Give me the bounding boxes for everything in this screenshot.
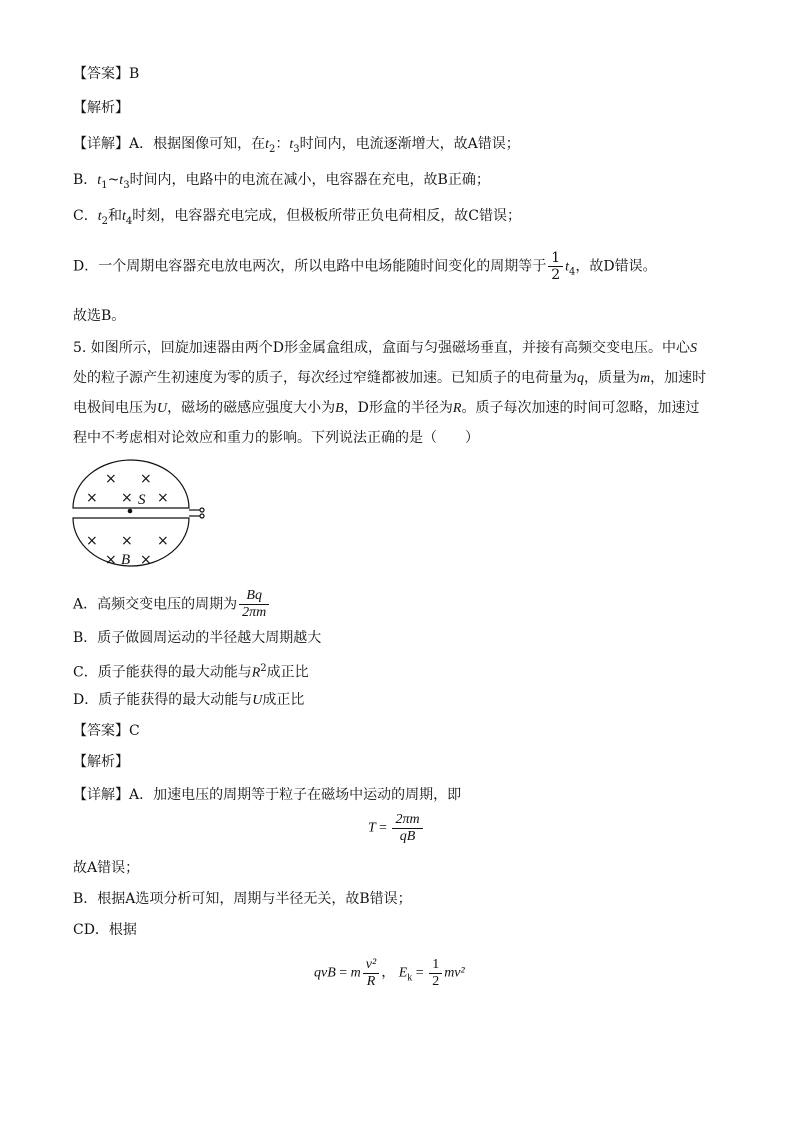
label-s: S [138,492,146,508]
label-b: B [121,552,131,568]
field-cross: × [140,552,152,568]
field-cross: × [140,471,152,487]
detail-d: D．一个周期电容器充电放电两次，所以电路中电场能随时间变化的周期等于 $\frac{1}{2}$ $t_4$，故D错误。 [73,250,657,283]
field-cross: × [157,490,169,506]
detail-b: B．$t_1\sim t_3$时间内，电路中的电流在减小，电容器在充电，故B正确； [73,172,490,191]
field-cross: × [121,490,133,506]
field-cross: × [86,533,98,549]
analysis-tag: 【解析】 [73,100,129,116]
fraction-half: $\frac{1}{2}$ [548,250,563,283]
fraction-half: $\frac{1}{2}$ [429,957,442,990]
field-cross: × [121,533,133,549]
q5-stem-line-2: 处的粒子源产生初速度为零的质子，每次经过窄缝都被加速。已知质子的电荷量为q，质量为m，加速时 [73,370,707,386]
cyclotron-figure [70,458,220,578]
detail-a: 【详解】A．加速电压的周期等于粒子在磁场中运动的周期，即 [73,787,462,803]
field-cross: × [105,471,117,487]
proton-source-dot [128,509,133,514]
field-cross: × [105,552,117,568]
field-cross: × [86,490,98,506]
upper-terminal [200,508,204,512]
equation-force-energy: qvB = m $\frac{\text{v²}}{R}$ ， $E_k$ = $\frac{1}{2}$ mv² [314,957,465,989]
detail-a: 【详解】A．根据图像可知，在$t_2$：$t_3$时间内，电流逐渐增大，故A错误； [73,136,520,155]
fraction-bq-2pim: $\frac{Bq}{2\pi m}$ [239,588,269,621]
option-a: A．高频交变电压的周期为 $\frac{Bq}{2\pi m}$ [73,588,271,621]
answer-tag: 【答案】C [73,723,140,739]
equation-period: T = $\frac{2\pi m}{qB}$ [368,812,425,845]
detail-c: C．$t_2$和$t_4$时刻，电容器充电完成，但极板所带正负电荷相反，故C错误； [73,208,521,227]
conclusion: 故选B。 [73,308,126,324]
q5-stem-line-1: 5. 如图所示，回旋加速器由两个D形金属盒组成，盒面与匀强磁场垂直，并接有高频交变电压。中心S [73,340,698,356]
conclusion-a: 故A错误； [73,860,140,876]
option-b: B．质子做圆周运动的半径越大周期越大 [73,630,322,646]
analysis-tag: 【解析】 [73,754,129,770]
answer-tag: 【答案】B [73,66,140,82]
field-cross: × [157,533,169,549]
detail-b: B．根据A选项分析可知，周期与半径无关，故B错误； [73,891,412,907]
fraction-v2-r: $\frac{\text{v²}}{R}$ [363,957,379,990]
fraction-2pim-qb: $\frac{2\pi m}{qB}$ [392,812,422,845]
option-c: C．质子能获得的最大动能与$R^2$成正比 [73,663,309,681]
q5-stem-line-3: 电极间电压为U，磁场的磁感应强度大小为B，D形盒的半径为R。质子每次加速的时间可忽略，加速过 [73,400,700,416]
detail-cd: CD．根据 [73,922,137,938]
lower-terminal [200,514,204,518]
q5-stem-line-4: 程中不考虑相对论效应和重力的影响。下列说法正确的是（ ） [73,430,479,446]
option-d: D．质子能获得的最大动能与U成正比 [73,692,305,708]
